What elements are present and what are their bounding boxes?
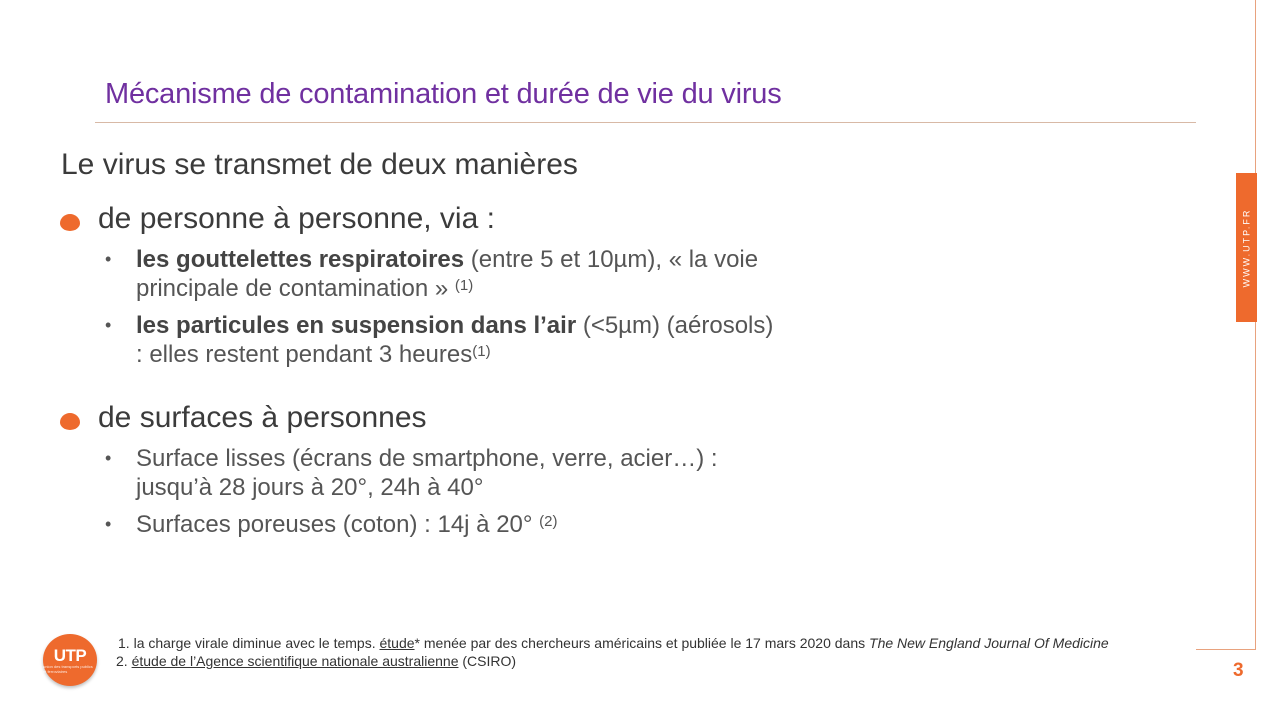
title-underline bbox=[95, 122, 1196, 123]
list-item-porous-surfaces: • Surfaces poreuses (coton) : 14j à 20° $^{(2)}$ bbox=[105, 511, 558, 538]
intro-text: Le virus se transmet de deux manières bbox=[61, 148, 578, 181]
study-link[interactable]: étude bbox=[379, 635, 415, 651]
droplets-bold: les gouttelettes respiratoires bbox=[136, 246, 465, 273]
bullet-icon: • bbox=[105, 315, 112, 335]
orange-bullet-icon bbox=[60, 214, 80, 231]
footnote-ref: (1) bbox=[472, 343, 491, 360]
footnotes bbox=[118, 634, 1109, 670]
csiro-study-link[interactable]: étude de l’Agence scientifique nationale australienne bbox=[131, 653, 459, 669]
footnote-2: 2. étude de l’Agence scientifique nationale australienne (CSIRO) bbox=[116, 653, 517, 669]
section-heading: de personne à personne, via : bbox=[60, 202, 495, 236]
page-number: 3 bbox=[1233, 660, 1244, 681]
page-number-rule bbox=[1196, 649, 1256, 650]
list-item-droplets: • les gouttelettes respiratoires (entre 5 et 10µm), « la voie principale de contamination » $^{(1)}$ bbox=[105, 246, 759, 302]
footnote-1: 1. la charge virale diminue avec le temps. étude* menée par des chercheurs américains et publiée le 17 mars 2020 dans The New England Journal Of Medicine bbox=[118, 635, 1109, 651]
section-heading: de surfaces à personnes bbox=[60, 401, 427, 435]
journal-name: The New England Journal Of Medicine bbox=[869, 635, 1109, 651]
bullet-icon: • bbox=[105, 514, 112, 534]
aerosols-bold: les particules en suspension dans l’air bbox=[136, 312, 577, 339]
bullet-icon: • bbox=[105, 249, 112, 269]
bullet-icon: • bbox=[105, 448, 112, 468]
list-item-aerosols: • les particules en suspension dans l’air (<5µm) (aérosols) : elles restent pendant 3 heures$^{(1)}$ bbox=[105, 312, 774, 368]
section-person-to-person bbox=[60, 202, 495, 236]
list-item-smooth-surfaces: • Surface lisses (écrans de smartphone, verre, acier…) : jusqu’à 28 jours à 20°, 24h à 40° bbox=[105, 445, 718, 501]
footnote-ref: (1) bbox=[454, 277, 474, 294]
website-label: WWW.UTP.FR bbox=[1241, 208, 1252, 287]
section-surface-to-person bbox=[60, 401, 427, 435]
slide-title: Mécanisme de contamination et durée de vie du virus bbox=[105, 78, 782, 110]
website-side-tab[interactable] bbox=[1236, 173, 1257, 322]
right-divider-line bbox=[1255, 0, 1256, 650]
utp-logo: UTP union des transports publics et ferroviaires bbox=[43, 634, 97, 686]
orange-bullet-icon bbox=[60, 413, 80, 430]
footnote-ref: (2) bbox=[539, 513, 558, 530]
